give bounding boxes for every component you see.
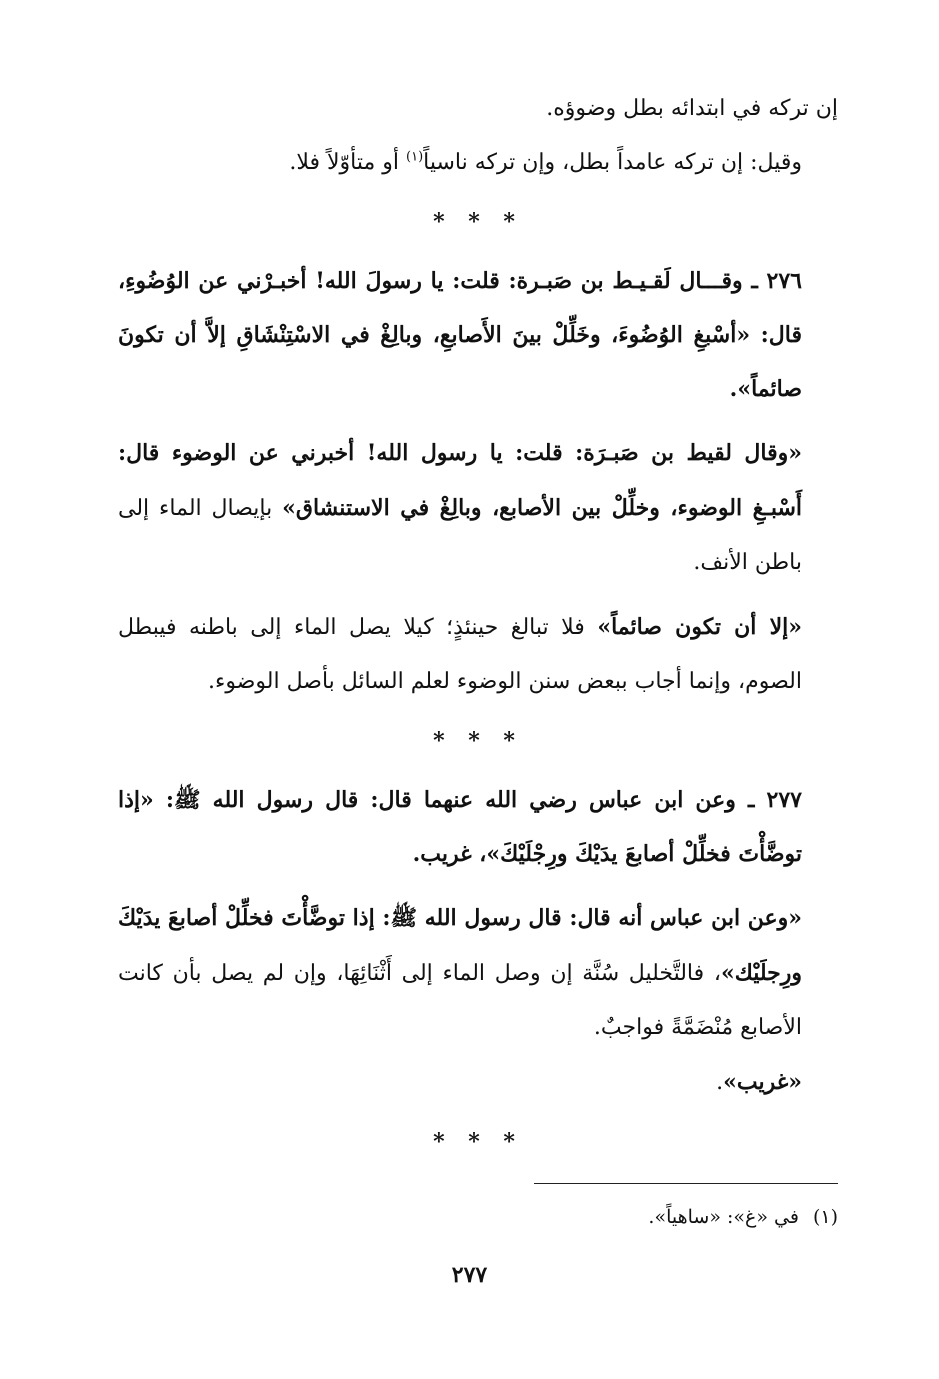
paragraph-opinion-text-a: وقيل: إن تركه عامداً بطل، وإن تركه ناسياً: [423, 150, 802, 175]
commentary-276-a-quote: «وقال لقيط بن صَبـرَة: قلت: يا رسول الله! أخبرني عن الوضوء قال: أَسْبـغِ الوضوء، وخلِّلْ بين الأصابع، وبالِغْ في الاستنشاق»: [118, 440, 803, 521]
section-separator: * * *: [433, 209, 523, 235]
paragraph-opinion: [118, 136, 838, 190]
section-separator: * * *: [433, 728, 523, 754]
commentary-276-b: [118, 600, 838, 709]
footnote: [118, 1200, 838, 1234]
commentary-277-b-quote: «غريب»: [723, 1069, 802, 1095]
commentary-276-b-quote: «إلا أن تكون صائماً»: [597, 614, 802, 640]
hadith-277: ٢٧٧ ـ وعن ابن عباس رضي الله عنهما قال: قال رسول الله ﷺ: «إذا توضَّأْتَ فخلِّلْ أصابعَ يدَيْكَ ورِجْلَيْكَ»، غريب.: [118, 787, 802, 867]
commentary-276-b-text: فلا تبالغ حينئذٍ؛ كيلا يصل الماء إلى باطنه فيبطل الصوم، وإنما أجاب ببعض سنن الوضوء لعلم السائل بأصل الوضوء.: [118, 615, 802, 694]
commentary-277-b-text: .: [716, 1070, 724, 1095]
commentary-277-a: [118, 891, 838, 1055]
commentary-277-a-text: ، فالتَّخليل سُنَّة إن وصل الماء إلى أَثْنَائِهَا، وإن لم يصل بأن كانت الأصابع مُنْضَمَّةً فواجبٌ.: [118, 961, 802, 1040]
paragraph-opinion-text-b: أو متأوّلاً فلا.: [289, 150, 407, 175]
footnote-text: في «غ»: «ساهياً».: [648, 1206, 799, 1228]
commentary-276-a-text: بإيصال الماء إلى باطن الأنف.: [118, 496, 802, 575]
commentary-277-a-quote: «وعن ابن عباس أنه قال: قال رسول الله ﷺ: إذا توضَّأْتَ فخلِّلْ أصابعَ يدَيْكَ ورِجلَيْك»: [118, 905, 802, 986]
commentary-276-a: [118, 426, 838, 590]
paragraph-continuation: إن تركه في ابتدائه بطل وضوؤه.: [546, 96, 838, 121]
footnote-rule: [534, 1183, 838, 1184]
hadith-276: ٢٧٦ ـ وقـــال لَقـيـط بن صَبـرة: قلت: يا رسولَ الله! أخبـرْني عن الوُضُوءِ، قال: «أسْبغِ الوُضُوءَ، وخَلِّلْ بينَ الأَصابعِ، وبالِغْ في الاسْتِنْشَاقِ إلاَّ أن تكونَ صائماً».: [118, 268, 803, 402]
commentary-277-b: [118, 1055, 838, 1110]
footnote-reference: (١): [406, 149, 424, 165]
section-separator: * * *: [433, 1129, 523, 1155]
footnote-number: (١): [812, 1206, 838, 1228]
page-body: [118, 82, 838, 1174]
page-number: ٢٧٧: [451, 1262, 488, 1288]
